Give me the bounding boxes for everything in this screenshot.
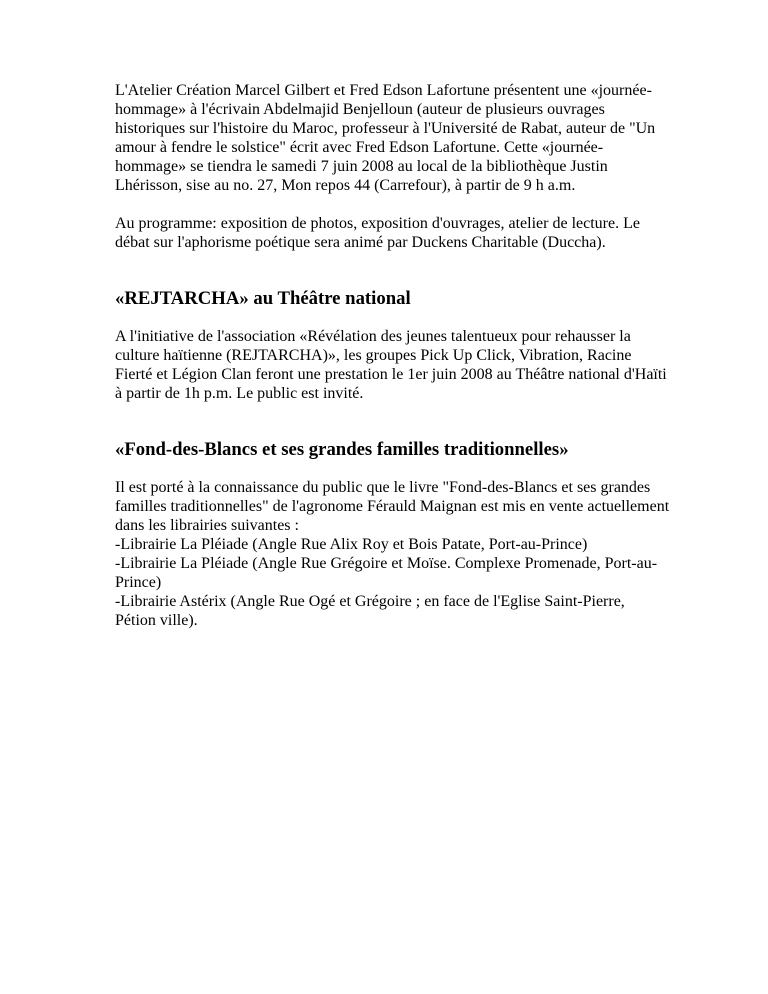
rejtarcha-paragraph	[115, 327, 667, 403]
program-paragraph	[115, 214, 660, 252]
bookstore-item: Pétion ville).	[115, 612, 198, 629]
text-line: dans les librairies suivantes :	[115, 517, 299, 534]
article-body	[115, 81, 670, 630]
text-line: débat sur l'aphorisme poétique sera animé par Duckens Charitable (Duccha).	[115, 234, 606, 251]
text-line: amour à fendre le solstice" écrit avec Fred Edson Lafortune. Cette «journée-	[115, 139, 604, 156]
text-line: culture haïtienne (REJTARCHA)», les groupes Pick Up Click, Vibration, Racine	[115, 347, 632, 364]
text-line: A l'initiative de l'association «Révélation des jeunes talentueux pour rehausser la	[115, 328, 631, 345]
intro-paragraph	[115, 81, 660, 195]
section-spacer	[115, 403, 660, 440]
text-line: Fierté et Légion Clan feront une prestation le 1er juin 2008 au Théâtre national d'Haïti	[115, 366, 667, 383]
paragraph-spacer	[115, 308, 660, 327]
bookstore-item: -Librairie La Pléiade (Angle Rue Alix Roy et Bois Patate, Port-au-Prince)	[115, 536, 588, 553]
fond-des-blancs-paragraph	[115, 478, 670, 630]
text-line: Au programme: exposition de photos, exposition d'ouvrages, atelier de lecture. Le	[115, 215, 640, 232]
text-line: hommage» se tiendra le samedi 7 juin 2008 au local de la bibliothèque Justin	[115, 158, 608, 175]
paragraph-spacer	[115, 459, 660, 478]
section-spacer	[115, 252, 660, 289]
bookstore-item: Prince)	[115, 574, 162, 591]
text-line: familles traditionnelles" de l'agronome Férauld Maignan est mis en vente actuellement	[115, 498, 670, 515]
section-heading-rejtarcha: «REJTARCHA» au Théâtre national	[115, 288, 411, 309]
text-line: à partir de 1h p.m. Le public est invité.	[115, 385, 364, 402]
text-line: Lhérisson, sise au no. 27, Mon repos 44 (Carrefour), à partir de 9 h a.m.	[115, 177, 576, 194]
text-line: Il est porté à la connaissance du public que le livre "Fond-des-Blancs et ses grandes	[115, 479, 651, 496]
text-line: historiques sur l'histoire du Maroc, professeur à l'Université de Rabat, auteur de "Un	[115, 120, 656, 137]
text-line: hommage» à l'écrivain Abdelmajid Benjelloun (auteur de plusieurs ouvrages	[115, 101, 605, 118]
bookstore-item: -Librairie Astérix (Angle Rue Ogé et Grégoire ; en face de l'Eglise Saint-Pierre,	[115, 593, 625, 610]
bookstore-item: -Librairie La Pléiade (Angle Rue Grégoire et Moïse. Complexe Promenade, Port-au-	[115, 555, 658, 572]
paragraph-spacer	[115, 195, 660, 214]
text-line: L'Atelier Création Marcel Gilbert et Fred Edson Lafortune présentent une «journée-	[115, 82, 652, 99]
section-heading-fond-des-blancs: «Fond-des-Blancs et ses grandes familles traditionnelles»	[115, 439, 569, 460]
